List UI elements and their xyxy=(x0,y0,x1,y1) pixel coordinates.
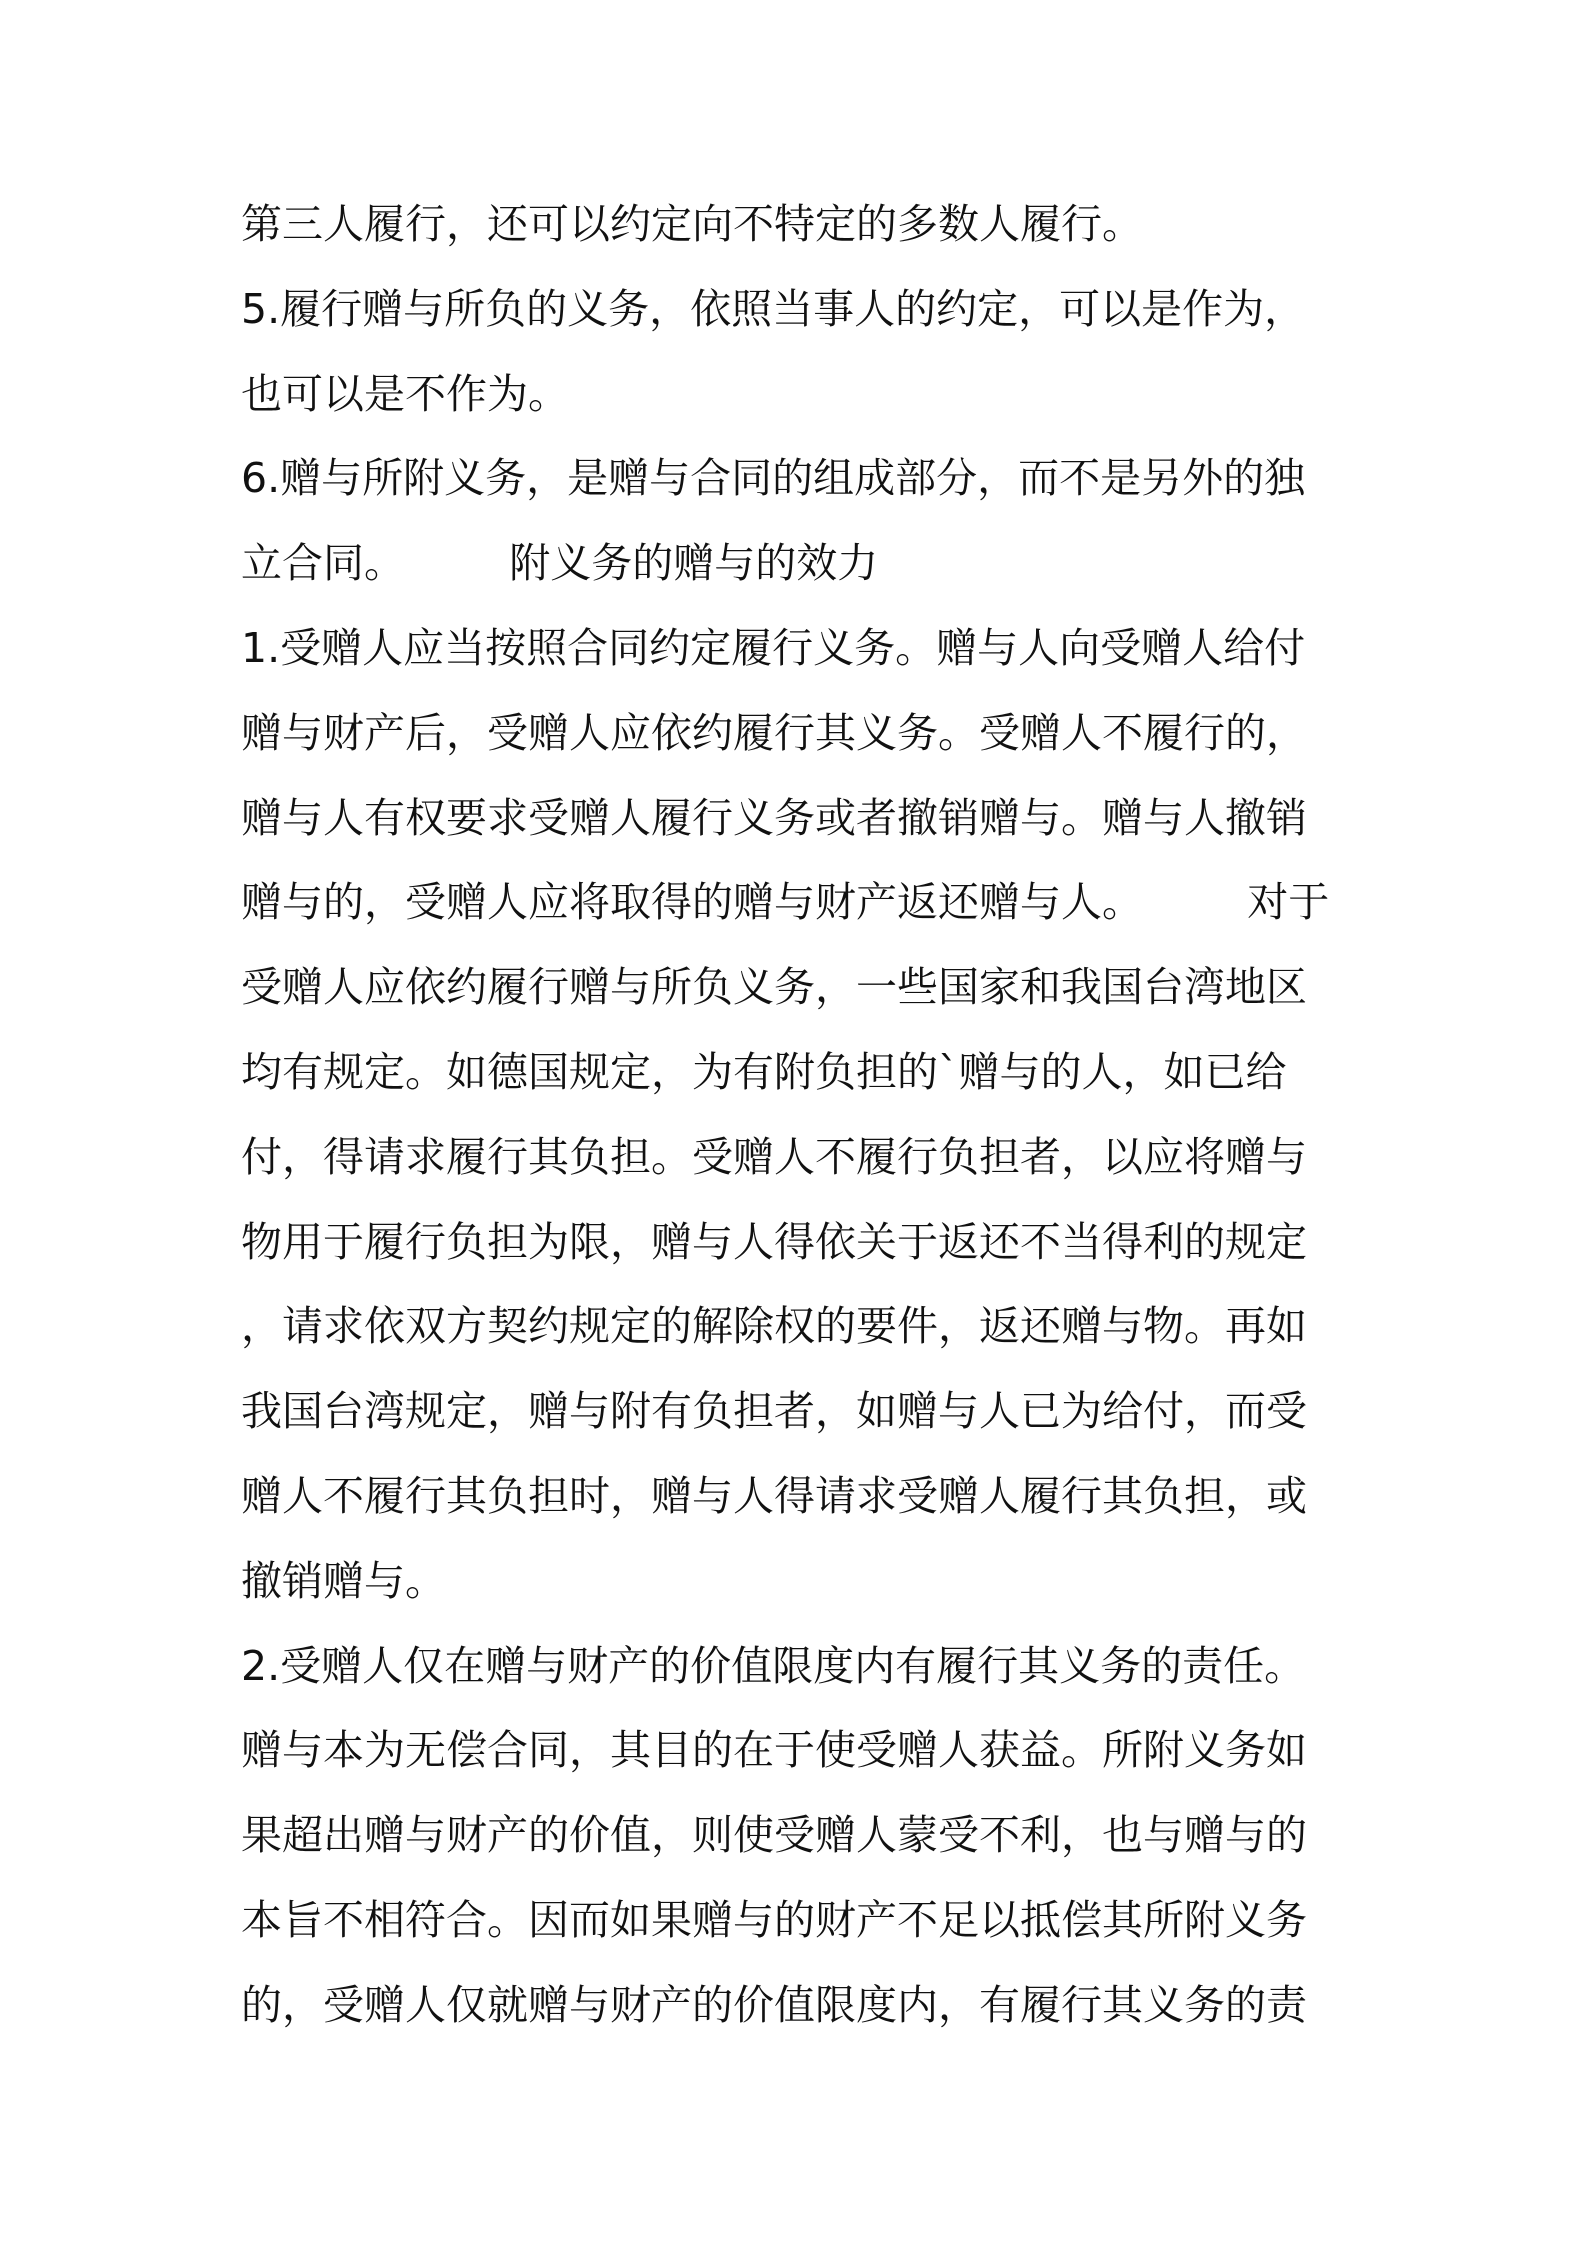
text-line: 第三人履行，还可以约定向不特定的多数人履行。 xyxy=(241,200,1143,248)
text-line: 6.赠与所附义务，是赠与合同的组成部分，而不是另外的独 xyxy=(241,454,1306,503)
text-line: 受赠人应依约履行赠与所负义务，一些国家和我国台湾地区 xyxy=(241,963,1307,1012)
text-line: 5.履行赠与所负的义务，依照当事人的约定，可以是作为， xyxy=(241,284,1306,333)
text-line: 本旨不相符合。因而如果赠与的财产不足以抵偿其所附义务 xyxy=(241,1895,1307,1944)
text-line: 果超出赠与财产的价值，则使受赠人蒙受不利，也与赠与的 xyxy=(241,1811,1307,1860)
text-line: 撤销赠与。 xyxy=(241,1556,446,1605)
text-line: 赠与的，受赠人应将取得的赠与财产返还赠与人。 对于 xyxy=(241,878,1330,927)
text-line: 付，得请求履行其负担。受赠人不履行负担者，以应将赠与 xyxy=(241,1132,1307,1181)
text-line: ，请求依双方契约规定的解除权的要件，返还赠与物。再如 xyxy=(241,1302,1307,1351)
text-line: 我国台湾规定，赠与附有负担者，如赠与人已为给付，而受 xyxy=(241,1387,1307,1436)
text-line: 也可以是不作为。 xyxy=(241,369,569,418)
text-line: 赠与财产后，受赠人应依约履行其义务。受赠人不履行的， xyxy=(241,708,1307,757)
text-line: 的，受赠人仅就赠与财产的价值限度内，有履行其义务的责 xyxy=(241,1980,1307,2029)
text-line: 均有规定。如德国规定，为有附负担的`赠与的人，如已给 xyxy=(241,1047,1287,1096)
text-line: 赠与人有权要求受赠人履行义务或者撤销赠与。赠与人撤销 xyxy=(241,793,1307,842)
text-line: 1.受赠人应当按照合同约定履行义务。赠与人向受赠人给付 xyxy=(241,623,1306,672)
text-line: 物用于履行负担为限，赠与人得依关于返还不当得利的规定 xyxy=(241,1217,1307,1266)
text-line: 赠与本为无偿合同，其目的在于使受赠人获益。所附义务如 xyxy=(241,1726,1307,1775)
text-line: 2.受赠人仅在赠与财产的价值限度内有履行其义务的责任。 xyxy=(241,1641,1306,1690)
text-line: 赠人不履行其负担时，赠与人得请求受赠人履行其负担，或 xyxy=(241,1471,1307,1520)
body-text xyxy=(241,182,1361,2048)
text-line: 立合同。 附义务的赠与的效力 xyxy=(241,539,879,588)
